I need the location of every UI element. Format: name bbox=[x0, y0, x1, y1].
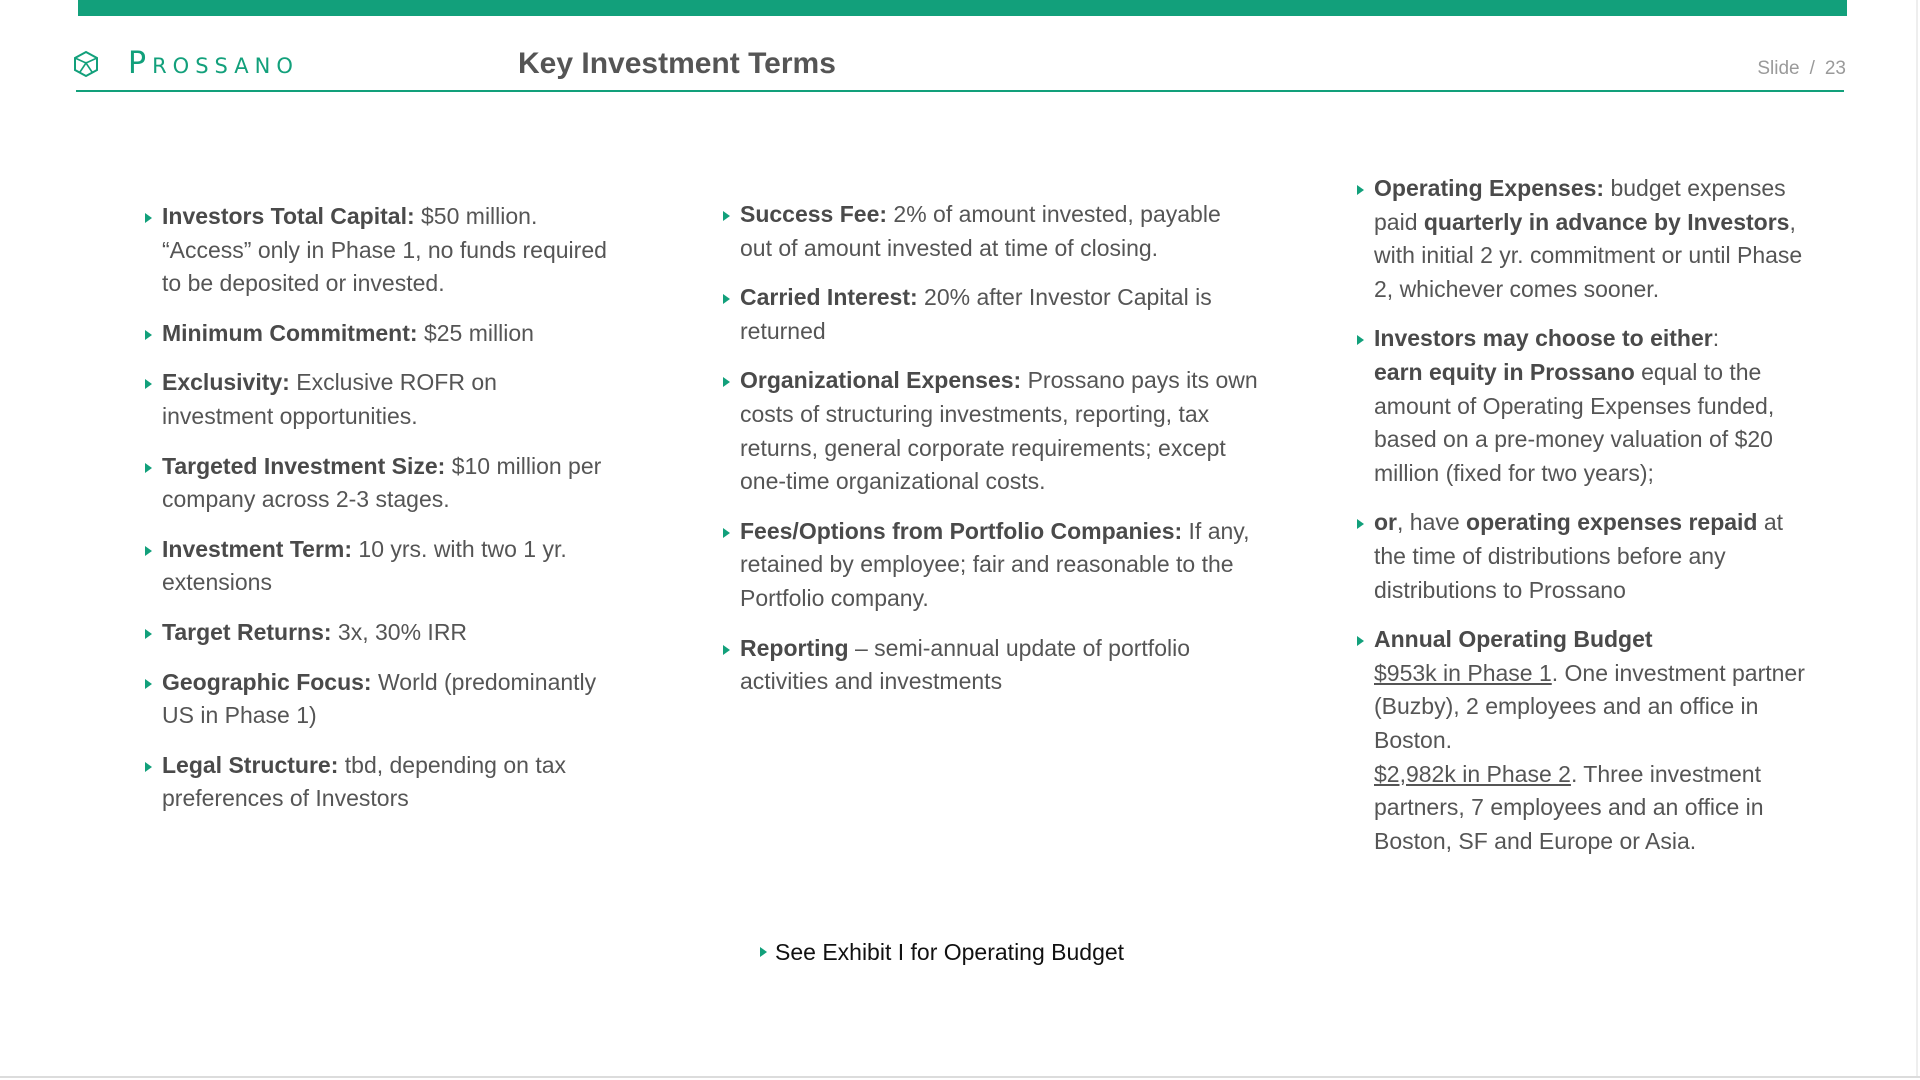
term-key: Reporting bbox=[740, 634, 849, 661]
term-text: 2% of amount invested, payable out of amount invested at time of closing. bbox=[740, 201, 1221, 261]
term-text: at the time of distributions before any distributions to Prossano bbox=[1374, 509, 1784, 603]
terms-column-left bbox=[140, 200, 610, 832]
slide-number bbox=[1757, 58, 1846, 80]
term-text: 20% after Investor Capital is returned bbox=[740, 284, 1212, 344]
term-item bbox=[718, 515, 1258, 616]
term-text: . Three investment partners, 7 employees and an office in Boston, SF and Europe or Asia. bbox=[1374, 760, 1764, 854]
bullet-arrow-icon bbox=[1357, 519, 1364, 529]
slide-border-right bbox=[1916, 0, 1918, 1078]
gem-icon bbox=[72, 50, 100, 78]
term-item bbox=[140, 666, 610, 733]
term-text: 3x, 30% IRR bbox=[331, 618, 468, 645]
term-item bbox=[718, 281, 1258, 348]
term-text: , have bbox=[1397, 509, 1467, 536]
page-title: Key Investment Terms bbox=[518, 47, 836, 80]
term-item bbox=[718, 632, 1258, 699]
term-key: Annual Operating Budget bbox=[1374, 626, 1653, 653]
term-text: Prossano pays its own costs of structuring investments, reporting, tax returns, general corporate requirements; except one-time organizational costs. bbox=[740, 367, 1258, 495]
bullet-arrow-icon bbox=[145, 629, 152, 639]
term-emphasis: operating expenses repaid bbox=[1466, 509, 1758, 536]
term-key: Carried Interest: bbox=[740, 284, 918, 311]
term-key: Targeted Investment Size: bbox=[162, 452, 446, 479]
term-key: Geographic Focus: bbox=[162, 668, 372, 695]
term-item bbox=[718, 198, 1258, 265]
term-key: Success Fee: bbox=[740, 201, 888, 227]
header-divider bbox=[76, 90, 1844, 92]
exhibit-note-text: See Exhibit I for Operating Budget bbox=[775, 939, 1125, 965]
term-text: $50 million. “Access” only in Phase 1, no funds required to be deposited or invested. bbox=[162, 203, 607, 297]
bullet-arrow-icon bbox=[723, 377, 730, 387]
slide-border-bottom bbox=[0, 1076, 1920, 1078]
term-key: Legal Structure: bbox=[162, 751, 339, 778]
terms-column-right bbox=[1352, 172, 1812, 874]
term-text: tbd, depending on tax preferences of Investors bbox=[162, 751, 567, 812]
term-item bbox=[140, 317, 610, 351]
brand-logo bbox=[72, 46, 299, 82]
bullet-arrow-icon bbox=[723, 528, 730, 538]
phase1-budget-link[interactable]: $953k in Phase 1 bbox=[1374, 659, 1552, 686]
term-text: equal to the amount of Operating Expenses funded, based on a pre-money valuation of $20 million (fixed for two years); bbox=[1374, 358, 1775, 486]
bullet-arrow-icon bbox=[1357, 636, 1364, 646]
term-text: budget expenses paid bbox=[1374, 175, 1786, 235]
term-key: Investment Term: bbox=[162, 535, 353, 562]
term-key: Organizational Expenses: bbox=[740, 367, 1022, 394]
term-item-operating-expenses bbox=[1352, 172, 1812, 306]
brand-name: Prossano bbox=[128, 46, 299, 81]
term-key: Fees/Options from Portfolio Companies: bbox=[740, 517, 1183, 544]
term-key: or bbox=[1374, 509, 1397, 536]
bullet-arrow-icon bbox=[723, 645, 730, 655]
phase2-budget-link[interactable]: $2,982k in Phase 2 bbox=[1374, 760, 1571, 787]
term-text: If any, retained by employee; fair and reasonable to the Portfolio company. bbox=[740, 517, 1250, 611]
term-text: $25 million bbox=[417, 319, 534, 346]
term-item bbox=[140, 749, 610, 816]
term-text: $10 million per company across 2-3 stages. bbox=[162, 452, 602, 513]
bullet-arrow-icon bbox=[145, 379, 152, 389]
term-text: Exclusive ROFR on investment opportunities. bbox=[162, 369, 497, 429]
bullet-arrow-icon bbox=[145, 546, 152, 556]
term-emphasis: earn equity in Prossano bbox=[1374, 358, 1635, 385]
slide-label: Slide bbox=[1757, 58, 1800, 79]
bullet-arrow-icon bbox=[145, 679, 152, 689]
bullet-arrow-icon bbox=[1357, 335, 1364, 345]
term-item-operating-budget bbox=[1352, 623, 1812, 858]
term-colon: : bbox=[1712, 325, 1720, 352]
term-key: Investors Total Capital: bbox=[162, 203, 415, 229]
term-key: Target Returns: bbox=[162, 618, 332, 645]
term-key: Operating Expenses: bbox=[1374, 175, 1605, 201]
term-item bbox=[140, 200, 610, 301]
slide-page-number: 23 bbox=[1824, 58, 1846, 79]
term-text: 10 yrs. with two 1 yr. extensions bbox=[162, 535, 567, 596]
slide-separator: / bbox=[1809, 58, 1815, 79]
term-key: Exclusivity: bbox=[162, 369, 290, 396]
terms-column-middle bbox=[718, 198, 1258, 715]
term-text: . One investment partner (Buzby), 2 employees and an office in Boston. bbox=[1374, 659, 1805, 753]
term-text: World (predominantly US in Phase 1) bbox=[162, 668, 597, 729]
term-item-investor-choice bbox=[1352, 322, 1812, 490]
bullet-arrow-icon bbox=[723, 294, 730, 304]
bullet-arrow-icon bbox=[145, 463, 152, 473]
term-text: – semi-annual update of portfolio activities and investments bbox=[740, 634, 1190, 695]
term-text: , with initial 2 yr. commitment or until Phase 2, whichever comes sooner. bbox=[1374, 208, 1803, 302]
bullet-arrow-icon bbox=[1357, 185, 1364, 195]
bullet-arrow-icon bbox=[723, 211, 730, 221]
top-accent-bar bbox=[78, 0, 1847, 16]
term-key: Minimum Commitment: bbox=[162, 319, 418, 346]
bullet-arrow-icon bbox=[760, 947, 767, 957]
bullet-arrow-icon bbox=[145, 213, 152, 223]
bullet-arrow-icon bbox=[145, 762, 152, 772]
term-item-repaid bbox=[1352, 506, 1812, 607]
term-emphasis: quarterly in advance by Investors bbox=[1423, 208, 1790, 235]
term-item bbox=[140, 366, 610, 433]
term-item bbox=[140, 616, 610, 650]
term-key: Investors may choose to either bbox=[1374, 325, 1713, 352]
term-item bbox=[140, 533, 610, 600]
term-item bbox=[718, 364, 1258, 498]
exhibit-note bbox=[758, 936, 1124, 968]
bullet-arrow-icon bbox=[145, 330, 152, 340]
term-item bbox=[140, 450, 610, 517]
